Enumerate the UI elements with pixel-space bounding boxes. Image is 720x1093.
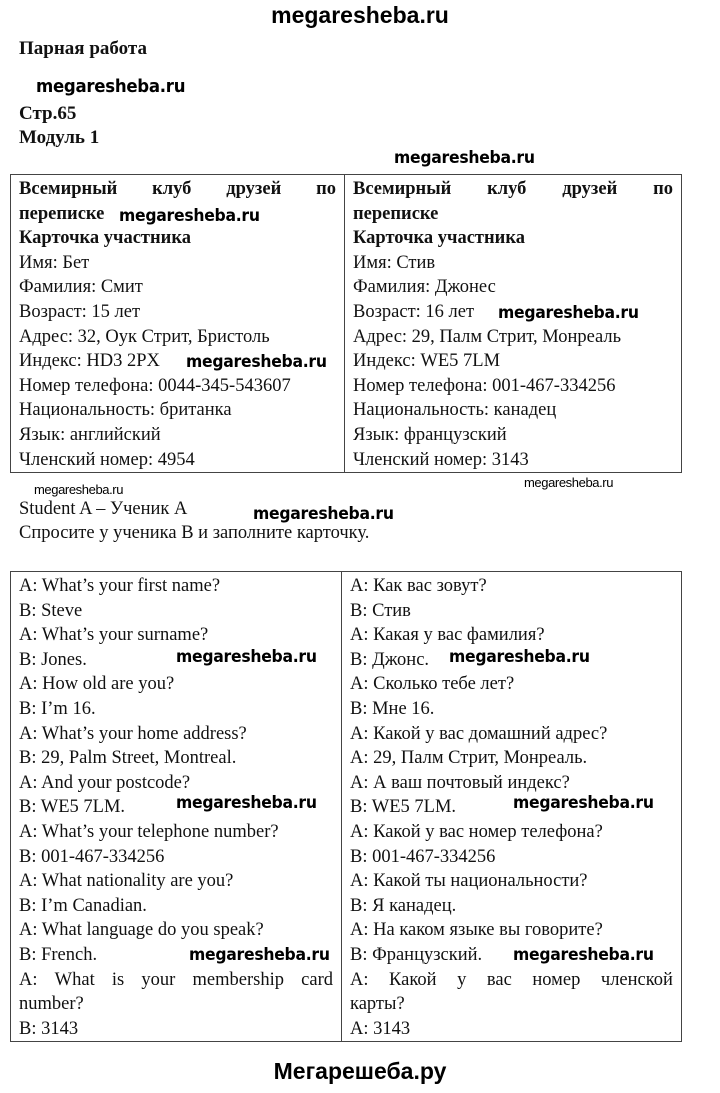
card-steve — [345, 175, 682, 473]
dialogue-line: B: Steve — [19, 600, 83, 621]
dialogue-line: A: 29, Палм Стрит, Монреаль. — [350, 748, 588, 769]
dialogue-line: A: Какая у вас фамилия? — [350, 625, 545, 646]
dialogue-line: A: What’s your home address? — [19, 723, 247, 744]
card-title-line2: переписке — [19, 203, 105, 224]
watermark: megaresheba.ru — [513, 945, 654, 965]
dialogue-line: B: 29, Palm Street, Montreal. — [19, 748, 237, 769]
dialogue-line: B: Jones. — [19, 649, 87, 670]
dialogue-line: A: Какой у вас домашний адрес? — [350, 723, 608, 744]
watermark: megaresheba.ru — [36, 76, 186, 97]
dialogue-line: A: What’s your surname? — [19, 625, 209, 646]
dialogue-line: A: Сколько тебе лет? — [350, 674, 515, 695]
dialogue-line: A: На каком языке вы говорите? — [350, 920, 603, 941]
card-field-name: Имя: Стив — [353, 252, 436, 273]
watermark: megaresheba.ru — [34, 482, 124, 497]
card-field-surname: Фамилия: Джонес — [353, 277, 496, 298]
watermark: megaresheba.ru — [186, 352, 327, 372]
watermark: megaresheba.ru — [176, 793, 317, 813]
card-title: Всемирный клуб друзей по — [353, 179, 673, 199]
student-label: Student A – Ученик A — [19, 499, 188, 519]
card-field-postcode: Индекс: HD3 2PX — [19, 351, 160, 372]
card-field-member-number: Членский номер: 4954 — [19, 449, 195, 470]
watermark: megaresheba.ru — [119, 206, 260, 226]
site-header[interactable]: megaresheba.ru — [271, 2, 449, 28]
watermark: megaresheba.ru — [176, 647, 317, 667]
card-subtitle: Карточка участника — [353, 228, 525, 249]
dialogue-line: A: What is your membership card — [19, 969, 333, 990]
page-reference: Стр.65 — [19, 103, 77, 124]
watermark: megaresheba.ru — [394, 148, 535, 168]
card-field-surname: Фамилия: Смит — [19, 277, 143, 298]
card-field-member-number: Членский номер: 3143 — [353, 449, 529, 470]
card-field-address: Адрес: 29, Палм Стрит, Монреаль — [353, 326, 622, 347]
dialogue-line: B: Джонс. — [350, 649, 430, 670]
dialogue-line: B: WE5 7LM. — [19, 797, 126, 818]
section-title: Парная работа — [19, 38, 147, 59]
task-instruction: Спросите у ученика B и заполните карточку. — [19, 523, 370, 543]
dialogue-line: B: Мне 16. — [350, 698, 435, 719]
dialogue-line: карты? — [350, 994, 405, 1015]
dialogue-line: A: And your postcode? — [19, 772, 191, 793]
card-field-nationality: Национальность: британка — [19, 400, 232, 421]
membership-cards-table — [10, 174, 682, 473]
card-field-age: Возраст: 15 лет — [19, 301, 141, 322]
dialogue-line: A: What’s your first name? — [19, 576, 221, 596]
card-field-name: Имя: Бет — [19, 252, 90, 273]
dialogue-line: B: 3143 — [19, 1018, 79, 1039]
card-title: Всемирный клуб друзей по — [19, 179, 336, 199]
watermark: megaresheba.ru — [449, 647, 590, 667]
dialogue-line: A: 3143 — [350, 1018, 411, 1039]
card-field-language: Язык: английский — [19, 424, 161, 445]
watermark: megaresheba.ru — [498, 303, 639, 323]
dialogue-line: A: Какой ты национальности? — [350, 871, 588, 892]
dialogue-line: A: Какой у вас номер членской — [350, 969, 673, 990]
dialogue-line: B: Французский. — [350, 944, 483, 965]
card-title-line2: переписке — [353, 203, 439, 224]
dialogue-line: B: 001-467-334256 — [350, 846, 496, 867]
dialogue-line: B: Я канадец. — [350, 895, 457, 916]
dialogue-line: B: Стив — [350, 600, 411, 621]
dialogue-line: B: French. — [19, 944, 98, 965]
site-footer[interactable]: Мегарешеба.ру — [273, 1058, 447, 1084]
watermark: megaresheba.ru — [253, 504, 394, 524]
dialogue-line: A: А ваш почтовый индекс? — [350, 772, 570, 793]
card-field-nationality: Национальность: канадец — [353, 400, 557, 421]
dialogue-line: A: What nationality are you? — [19, 871, 234, 892]
dialogue-line: A: Как вас зовут? — [350, 576, 487, 596]
card-field-address: Адрес: 32, Оук Стрит, Бристоль — [19, 326, 270, 347]
card-field-language: Язык: французский — [353, 424, 507, 445]
dialogue-line: number? — [19, 994, 84, 1015]
card-subtitle: Карточка участника — [19, 228, 191, 249]
dialogue-line: A: How old are you? — [19, 674, 175, 695]
card-field-postcode: Индекс: WE5 7LM — [353, 351, 501, 372]
dialogue-line: A: What’s your telephone number? — [19, 821, 279, 842]
dialogue-line: B: I’m Canadian. — [19, 895, 147, 916]
card-field-phone: Номер телефона: 0044-345-543607 — [19, 375, 291, 396]
watermark: megaresheba.ru — [524, 475, 614, 490]
dialogue-line: B: WE5 7LM. — [350, 797, 457, 818]
dialogue-line: B: I’m 16. — [19, 698, 96, 719]
module-label: Модуль 1 — [19, 127, 100, 148]
watermark: megaresheba.ru — [189, 945, 330, 965]
card-field-phone: Номер телефона: 001-467-334256 — [353, 375, 616, 396]
dialogue-line: A: Какой у вас номер телефона? — [350, 821, 603, 842]
card-field-age: Возраст: 16 лет — [353, 301, 475, 322]
watermark: megaresheba.ru — [513, 793, 654, 813]
dialogue-line: A: What language do you speak? — [19, 920, 264, 941]
dialogue-line: B: 001-467-334256 — [19, 846, 165, 867]
